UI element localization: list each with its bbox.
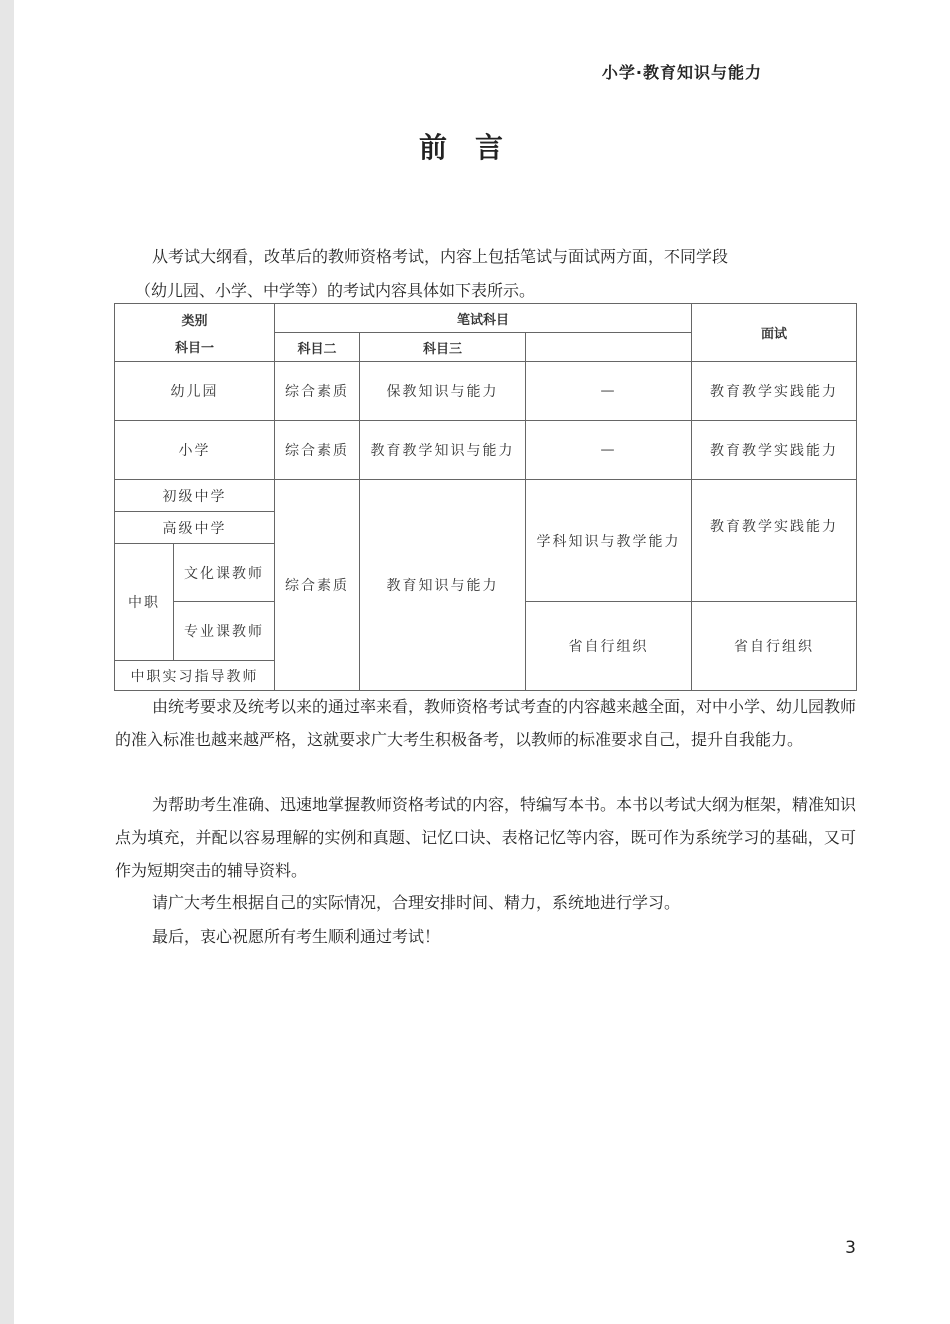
row-primary-interview: 教育教学实践能力 [692,421,857,480]
header-interview: 面试 [692,304,857,362]
paragraph-book-purpose: 为帮助考生准确、迅速地掌握教师资格考试的内容，特编写本书。本书以考试大纲为框架，精准知识点为填充，并配以容易理解的实例和真题、记忆口诀、表格记忆等内容，既可作为系统学习的基础，又可作为短期突击的辅导资料。 [115,795,857,880]
header-category-label: 类别 [181,313,208,329]
row-kindergarten-s1: 综合素质 [275,362,360,421]
paragraph-pass-rate: 由统考要求及统考以来的通过率来看，教师资格考试考查的内容越来越全面，对中小学、幼儿园教师的准入标准也越来越严格，这就要求广大考生积极备考，以教师的标准要求自己，提升自我能力。 [115,697,857,749]
row-kindergarten-interview: 教育教学实践能力 [692,362,857,421]
row-specialty-teacher: 专业课教师 [174,602,275,661]
header-subject-three: 科目三 [360,333,526,362]
page-title: 前言 [418,131,531,164]
header-subject-one: 科目一 [175,340,215,356]
header-category [115,304,275,362]
row-primary-name: 小学 [115,421,275,480]
row-junior-name: 初级中学 [115,480,275,512]
row-secondary-s3: 学科知识与教学能力 [526,480,692,602]
header-empty [526,333,692,362]
row-kindergarten-s3: — [526,362,692,421]
row-primary-s3: — [526,421,692,480]
intro-line-2: （幼儿园、小学、中学等）的考试内容具体如下表所示。 [135,281,536,300]
page-number: 3 [845,1238,856,1258]
row-culture-teacher: 文化课教师 [174,544,275,602]
row-senior-name: 高级中学 [115,512,275,544]
row-secondary-s2: 教育知识与能力 [360,480,526,691]
row-primary-s2: 教育教学知识与能力 [360,421,526,480]
row-vocational-s3: 省自行组织 [526,602,692,691]
row-secondary-interview: 教育教学实践能力 [692,480,857,602]
row-practice-guide: 中职实习指导教师 [115,661,275,691]
row-vocational-name: 中职 [115,544,174,661]
header-written: 笔试科目 [275,304,692,333]
exam-content-table [114,303,857,691]
header-subject-two: 科目二 [275,333,360,362]
row-kindergarten-s2: 保教知识与能力 [360,362,526,421]
row-primary-s1: 综合素质 [275,421,360,480]
paragraph-study-advice: 请广大考生根据自己的实际情况，合理安排时间、精力，系统地进行学习。 [152,893,681,912]
intro-line-1: 从考试大纲看，改革后的教师资格考试，内容上包括笔试与面试两方面，不同学段 [152,247,729,266]
page-edge-shadow [0,0,14,1324]
paragraph-closing-wish: 最后，衷心祝愿所有考生顺利通过考试！ [152,927,441,946]
row-kindergarten-name: 幼儿园 [115,362,275,421]
running-head: 小学·教育知识与能力 [601,63,762,82]
row-vocational-interview: 省自行组织 [692,602,857,691]
row-secondary-s1: 综合素质 [275,480,360,691]
